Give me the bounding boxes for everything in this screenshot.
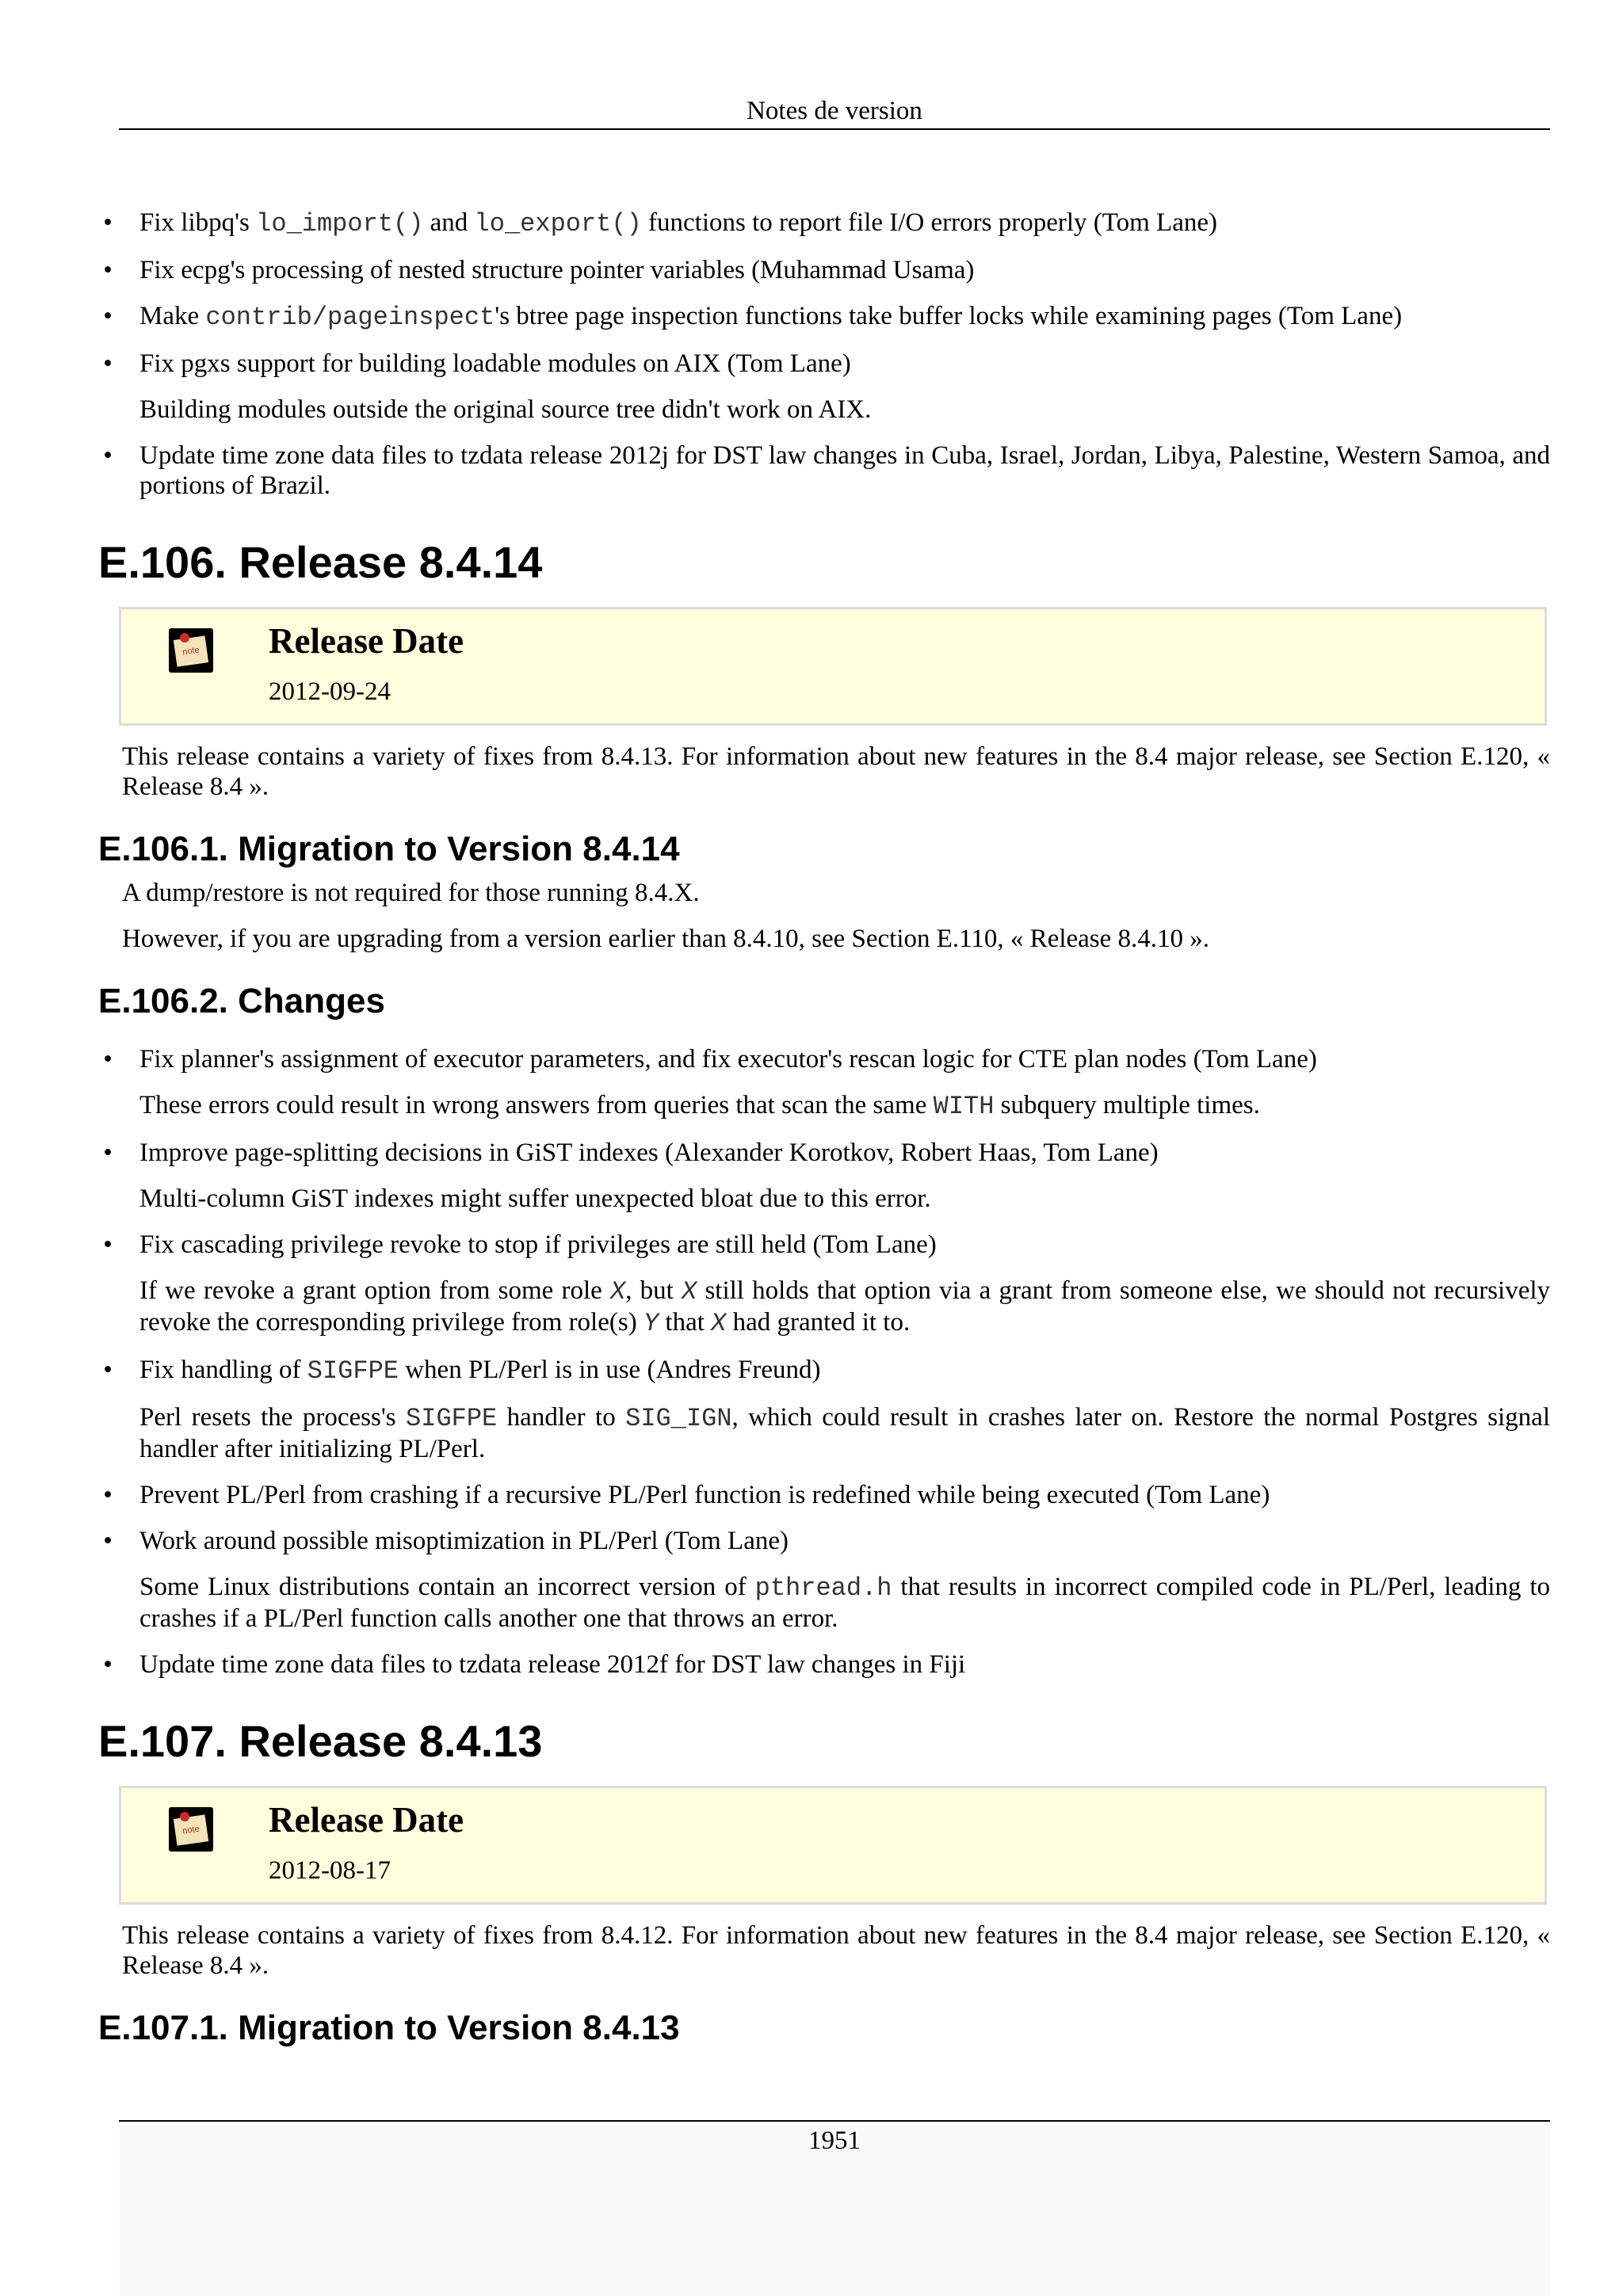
text: If we revoke a grant option from some role (139, 1276, 610, 1305)
text: , but (625, 1276, 682, 1305)
paragraph: However, if you are upgrading from a version earlier than 8.4.10, see Section E.110, « Release 8.4.10 ». (122, 925, 1210, 953)
text: Update time zone data files to tzdata release 2012j for DST law changes in Cuba, Israel, Jordan, Libya, Palestine, Western Samoa, and portions of Brazil. (139, 441, 1550, 500)
bullet: • (103, 1650, 113, 1679)
item-detail (139, 1276, 1550, 1339)
page-number: 1951 (808, 2126, 861, 2155)
release-date-note (119, 1786, 1547, 1905)
pin-icon (180, 633, 189, 643)
text: handler to (497, 1403, 626, 1432)
text: Fix ecpg's processing of nested structure pointer variables (Muhammad Usama) (139, 256, 975, 284)
bullet: • (103, 1527, 113, 1555)
code-lo-export: lo_export() (474, 209, 642, 238)
paragraph: A dump/restore is not required for those running 8.4.X. (122, 879, 700, 907)
text: , which could result in crashes later on. Restore the normal Postgres signal handler after initializing PL/Perl. (139, 1403, 1550, 1463)
code-sigfpe: SIGFPE (307, 1356, 399, 1386)
bullet: • (103, 1230, 113, 1259)
text: Fix handling of (139, 1356, 307, 1384)
list-item (103, 1355, 1550, 1464)
code-lo-import: lo_import() (256, 209, 424, 238)
var-x: X (610, 1277, 626, 1306)
note-paper: note (174, 1814, 208, 1845)
item-detail: Building modules outside the original source tree didn't work on AIX. (139, 395, 872, 424)
text: and (423, 208, 475, 237)
release-intro: This release contains a variety of fixes from 8.4.12. For information about new features in the 8.4 major release, see Section E.120, « Release 8.4 ». (122, 1921, 1550, 1980)
text: Some Linux distributions contain an incorrect version of (139, 1573, 755, 1601)
text: when PL/Perl is in use (Andres Freund) (398, 1356, 821, 1384)
list-item (103, 208, 1550, 239)
text: subquery multiple times. (994, 1091, 1260, 1119)
item-detail (139, 1090, 1550, 1122)
item-detail (139, 1402, 1550, 1464)
page-header-title: Notes de version (747, 97, 922, 125)
code-with: WITH (933, 1092, 995, 1121)
bullet: • (103, 1481, 113, 1509)
text: Fix pgxs support for building loadable modules on AIX (Tom Lane) (139, 349, 851, 378)
subsection-heading-migration-8414: E.106.1. Migration to Version 8.4.14 (98, 830, 680, 868)
top-bullet-list (98, 208, 1550, 501)
note-icon (169, 628, 213, 673)
text: had granted it to. (726, 1308, 911, 1337)
text: 's btree page inspection functions take buffer locks while examining pages (Tom Lane) (495, 302, 1403, 330)
list-item (103, 1650, 1550, 1680)
text: Update time zone data files to tzdata release 2012f for DST law changes in Fiji (139, 1650, 966, 1679)
list-item (103, 301, 1550, 333)
list-item (103, 1230, 1551, 1339)
list-item (103, 1044, 1550, 1122)
text: Make (139, 302, 206, 330)
text: Fix libpq's (139, 208, 257, 237)
text: Perl resets the process's (139, 1403, 407, 1432)
list-item (103, 1138, 1550, 1214)
bullet: • (103, 208, 113, 237)
list-item (103, 1480, 1550, 1510)
changes-list (98, 1044, 1550, 1680)
note-date: 2012-08-17 (269, 1856, 391, 1885)
page-footer (119, 2120, 1550, 2158)
bullet: • (103, 349, 113, 378)
text: that results in incorrect compiled code in PL/Perl, leading to crashes if a PL/Perl function calls another one that throws an error. (139, 1573, 1550, 1633)
text: These errors could result in wrong answers from queries that scan the same (139, 1091, 934, 1119)
note-paper: note (174, 635, 208, 666)
bullet: • (103, 1045, 113, 1074)
code-sigfpe: SIGFPE (406, 1404, 498, 1433)
subsection-heading-changes-8414: E.106.2. Changes (98, 982, 385, 1020)
subsection-heading-migration-8413: E.107.1. Migration to Version 8.4.13 (98, 2008, 680, 2047)
code-pthread: pthread.h (754, 1573, 892, 1603)
text: Fix planner's assignment of executor parameters, and fix executor's rescan logic for CTE plan nodes (Tom Lane) (139, 1045, 1317, 1074)
page-header (119, 93, 1550, 130)
item-detail: Multi-column GiST indexes might suffer unexpected bloat due to this error. (139, 1184, 931, 1213)
list-item (103, 441, 1550, 501)
var-x: X (711, 1309, 727, 1338)
bullet: • (103, 1356, 113, 1384)
text: Improve page-splitting decisions in GiST indexes (Alexander Korotkov, Robert Haas, Tom Lane) (139, 1138, 1159, 1167)
item-detail (139, 1572, 1550, 1634)
list-item (103, 255, 1550, 285)
section-heading-release-8413: E.107. Release 8.4.13 (98, 1716, 543, 1766)
text: Fix cascading privilege revoke to stop if privileges are still held (Tom Lane) (139, 1230, 937, 1259)
list-item (103, 1526, 1550, 1634)
text: that (659, 1308, 712, 1337)
release-intro: This release contains a variety of fixes from 8.4.13. For information about new features in the 8.4 major release, see Section E.120, « Release 8.4 ». (122, 742, 1550, 801)
list-item (103, 349, 1550, 425)
note-title: Release Date (269, 1800, 464, 1840)
note-icon (169, 1807, 213, 1852)
page-content (98, 189, 1550, 2049)
var-x: X (682, 1277, 697, 1306)
release-date-note (119, 607, 1547, 726)
text: functions to report file I/O errors properly (Tom Lane) (641, 208, 1217, 237)
bullet: • (103, 256, 113, 284)
text: still holds that option via a grant from someone else, we should not recursively revoke the corresponding privilege from role(s) (139, 1276, 1551, 1337)
note-date: 2012-09-24 (269, 677, 391, 706)
var-y: Y (643, 1309, 659, 1338)
section-heading-release-8414: E.106. Release 8.4.14 (98, 537, 543, 587)
bullet: • (103, 302, 113, 330)
bullet: • (103, 1138, 113, 1167)
code-pageinspect: contrib/pageinspect (205, 303, 495, 332)
pin-icon (180, 1812, 189, 1821)
code-sig-ign: SIG_IGN (625, 1404, 732, 1433)
text: Prevent PL/Perl from crashing if a recursive PL/Perl function is redefined while being executed (Tom Lane) (139, 1481, 1270, 1509)
text: Work around possible misoptimization in PL/Perl (Tom Lane) (139, 1527, 789, 1555)
note-title: Release Date (269, 621, 464, 661)
bullet: • (103, 441, 113, 470)
